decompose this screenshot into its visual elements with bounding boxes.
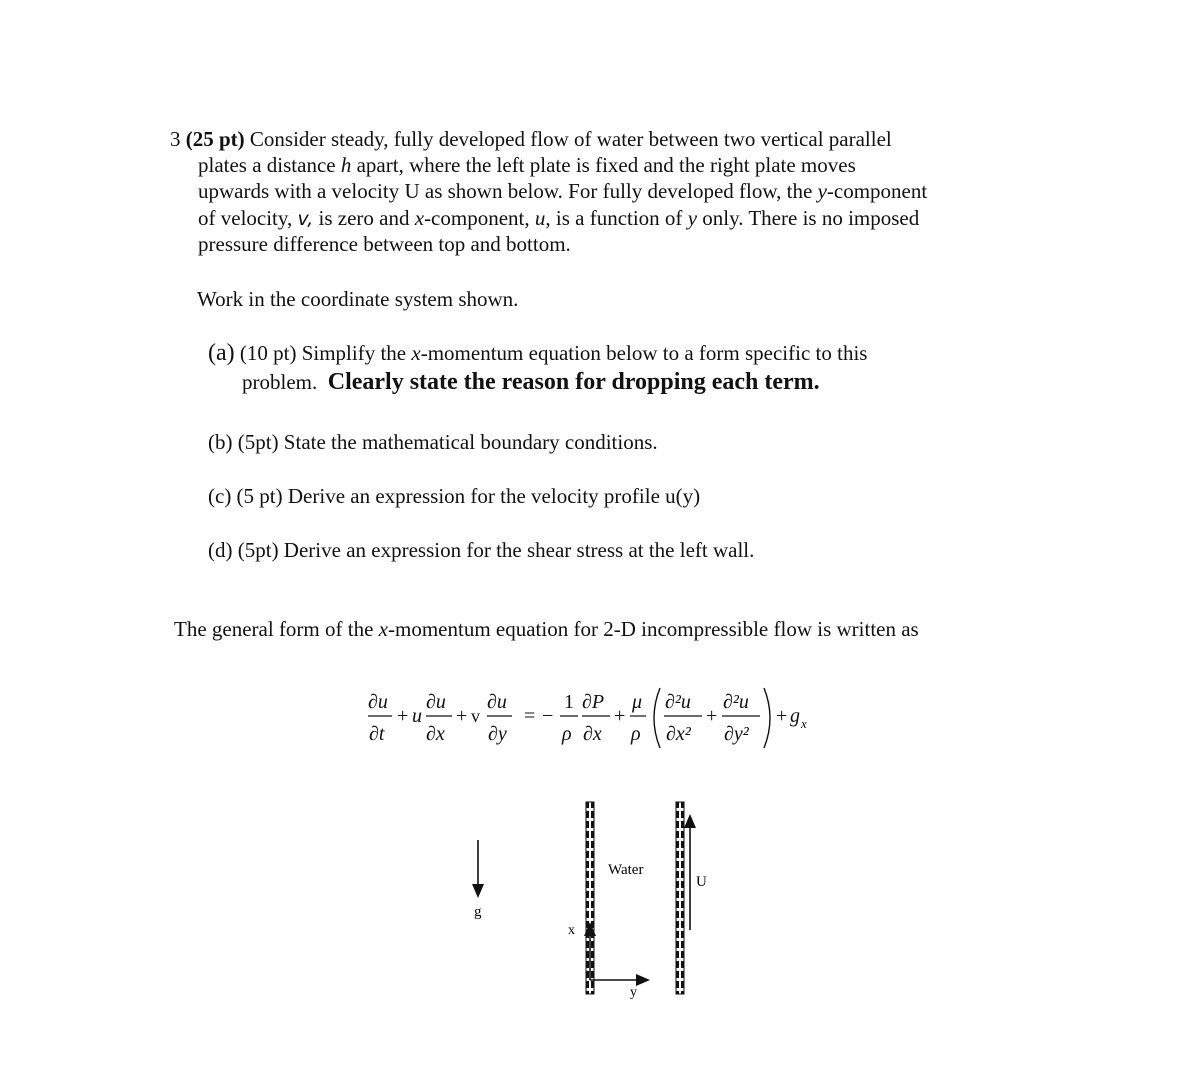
text: -component	[826, 179, 928, 203]
part-a-emphasis: Clearly state the reason for dropping each term.	[327, 369, 820, 395]
y-axis-label: y	[630, 985, 637, 1000]
eq-mu: μ	[632, 691, 643, 713]
velocity-label: U	[696, 874, 707, 890]
problem-line-3	[198, 178, 927, 204]
general-form-text	[174, 616, 919, 642]
var-x: x	[414, 206, 425, 230]
x-axis-label: x	[568, 923, 575, 938]
text: only. There is no imposed	[697, 206, 920, 230]
problem-number: 3	[170, 127, 181, 151]
eq-dx: ∂x	[583, 723, 602, 745]
var-x: x	[411, 341, 421, 365]
text: , is a function of	[545, 206, 688, 230]
text: of velocity,	[198, 206, 298, 230]
var-y: y	[687, 206, 698, 230]
velocity-arrow-icon	[684, 814, 696, 930]
eq-plus: +	[706, 705, 718, 727]
part-a-line-2	[242, 369, 820, 395]
eq-du-dx-num: ∂u	[426, 691, 446, 713]
eq-rho: ρ	[562, 723, 572, 745]
eq-plus: +	[456, 705, 468, 727]
eq-du-dy-num: ∂u	[487, 691, 507, 713]
eq-plus: +	[614, 705, 626, 727]
eq-equals: =	[524, 705, 536, 727]
eq-d2u-num: ∂²u	[723, 691, 749, 713]
water-label: Water	[608, 862, 644, 878]
right-plate	[676, 802, 684, 994]
eq-d2u-num: ∂²u	[665, 691, 691, 713]
var-u: u	[534, 206, 546, 230]
eq-du-dx-den: ∂x	[426, 723, 445, 745]
part-c: (c) (5 pt) Derive an expression for the velocity profile u(y)	[208, 484, 701, 508]
eq-plus: +	[397, 705, 409, 727]
text: upwards with a velocity U as shown below. For fully developed flow, the	[198, 179, 818, 203]
part-a-line-1	[208, 340, 867, 366]
eq-dy2: ∂y²	[724, 723, 749, 745]
var-v: v,	[297, 208, 314, 230]
text: -component,	[424, 206, 535, 230]
problem-points: (25 pt)	[185, 127, 245, 151]
eq-rho: ρ	[631, 723, 641, 745]
problem-line-2	[198, 152, 856, 178]
text: (10 pt) Simplify the	[234, 341, 412, 365]
var-y: y	[817, 179, 827, 203]
eq-u: u	[412, 705, 422, 727]
var-h: h	[340, 153, 352, 177]
part-b: (b) (5pt) State the mathematical boundary conditions.	[208, 430, 658, 454]
x-momentum-equation	[360, 680, 830, 760]
problem-line-5: pressure difference between top and bottom.	[198, 232, 571, 256]
text: -momentum equation below to a form specific to this	[420, 341, 868, 365]
problem-line1-text: Consider steady, fully developed flow of water between two vertical parallel	[249, 127, 892, 151]
eq-dx2: ∂x²	[666, 723, 691, 745]
text: problem.	[242, 370, 318, 394]
text: -momentum equation for 2-D incompressible flow is written as	[388, 617, 919, 641]
text: apart, where the left plate is fixed and the right plate moves	[351, 153, 856, 177]
text: The general form of the	[174, 617, 379, 641]
y-axis-arrow-icon	[590, 974, 650, 986]
eq-dP: ∂P	[582, 691, 605, 713]
eq-right-paren	[764, 688, 770, 748]
text: plates a distance	[198, 153, 341, 177]
problem-line-1	[170, 126, 892, 152]
part-d: (d) (5pt) Derive an expression for the shear stress at the left wall.	[208, 538, 755, 562]
eq-du-dt-den: ∂t	[369, 723, 385, 745]
eq-one: 1	[564, 691, 574, 713]
gravity-label: g	[474, 904, 482, 920]
eq-v: v	[471, 706, 480, 726]
eq-g: g	[790, 705, 800, 727]
eq-minus: −	[542, 705, 554, 727]
flow-figure	[440, 790, 720, 1010]
text: is zero and	[313, 206, 415, 230]
eq-left-paren	[654, 688, 660, 748]
problem-line-4	[198, 205, 919, 232]
var-x: x	[378, 617, 388, 641]
eq-g-subscript: x	[801, 716, 807, 731]
eq-plus: +	[776, 705, 788, 727]
coordinate-note: Work in the coordinate system shown.	[197, 287, 519, 311]
eq-du-dy-den: ∂y	[488, 723, 507, 745]
eq-du-dt-num: ∂u	[368, 691, 388, 713]
part-a-label: (a)	[208, 340, 235, 366]
gravity-arrow-icon	[472, 840, 484, 898]
